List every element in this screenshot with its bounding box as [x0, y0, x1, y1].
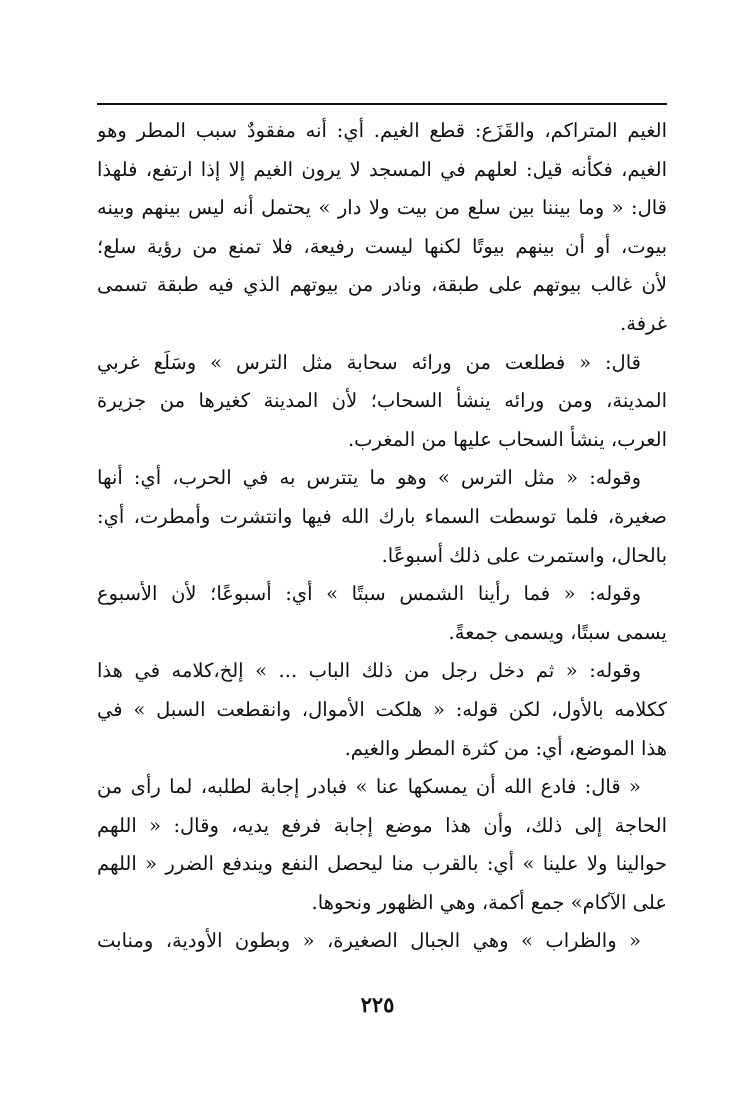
text-line: الغيم، فكأنه قيل: لعلهم في المسجد لا يرون الغيم إلا إذا ارتفع، فلهذا	[97, 157, 667, 181]
text-line: على الآكام» جمع أكمة، وهي الظهور ونحوها.	[311, 890, 667, 914]
text-line: بيوت، أو أن بينهم بيوتًا لكنها ليست رفيعة، فلا تمنع من رؤية سلع؛	[97, 234, 667, 258]
paragraph-start-line: وقوله: « فما رأينا الشمس سبتًا » أي: أسبوعًا؛ لأن الأسبوع	[97, 582, 641, 606]
text-line: لأن غالب بيوتهم على طبقة، ونادر من بيوتهم الذي فيه طبقة تسمى	[97, 273, 667, 297]
text-line: غرفة.	[620, 311, 667, 335]
text-line: يسمى سبتًا، ويسمى جمعةً.	[448, 620, 667, 644]
paragraph-start-line: وقوله: « مثل الترس » وهو ما يتترس به في الحرب، أي: أنها	[97, 466, 641, 490]
page-number: ٢٢٥	[360, 992, 395, 1017]
paragraph-start-line: « قال: فادع الله أن يمسكها عنا » فبادر إجابة لطلبه، لما رأى من	[97, 775, 641, 799]
text-line: المدينة، ومن ورائه ينشأ السحاب؛ لأن المدينة كغيرها من جزيرة	[97, 389, 667, 413]
text-line: الحاجة إلى ذلك، وأن هذا موضع إجابة فرفع يديه، وقال: « اللهم	[97, 813, 667, 837]
header-rule	[97, 103, 667, 105]
text-line: حوالينا ولا علينا » أي: بالقرب منا ليحصل النفع ويندفع الضرر « اللهم	[97, 852, 667, 876]
body-text	[97, 112, 667, 961]
paragraph-start-line: « والظراب » وهي الجبال الصغيرة، « وبطون الأودية، ومنابت	[97, 929, 641, 953]
text-line: بالحال، واستمرت على ذلك أسبوعًا.	[381, 543, 667, 567]
text-line: هذا الموضع، أي: من كثرة المطر والغيم.	[344, 736, 667, 760]
text-line: قال: « وما بيننا بين سلع من بيت ولا دار » يحتمل أنه ليس بينهم وبينه	[97, 196, 667, 220]
text-line: الغيم المتراكم، والقَزَع: قطع الغيم. أي: أنه مفقودٌ سبب المطر وهو	[97, 119, 667, 142]
paragraph-start-line: وقوله: « ثم دخل رجل من ذلك الباب ... » إلخ،كلامه في هذا	[97, 659, 641, 683]
text-line: صغيرة، فلما توسطت السماء بارك الله فيها وانتشرت وأمطرت، أي:	[97, 504, 667, 528]
paragraph-start-line: قال: « فطلعت من ورائه سحابة مثل الترس » وسَلَع غربي	[97, 350, 641, 374]
text-line: ككلامه بالأول، لكن قوله: « هلكت الأموال، وانقطعت السبل » في	[97, 697, 667, 721]
text-line: العرب، ينشأ السحاب عليها من المغرب.	[347, 427, 667, 451]
